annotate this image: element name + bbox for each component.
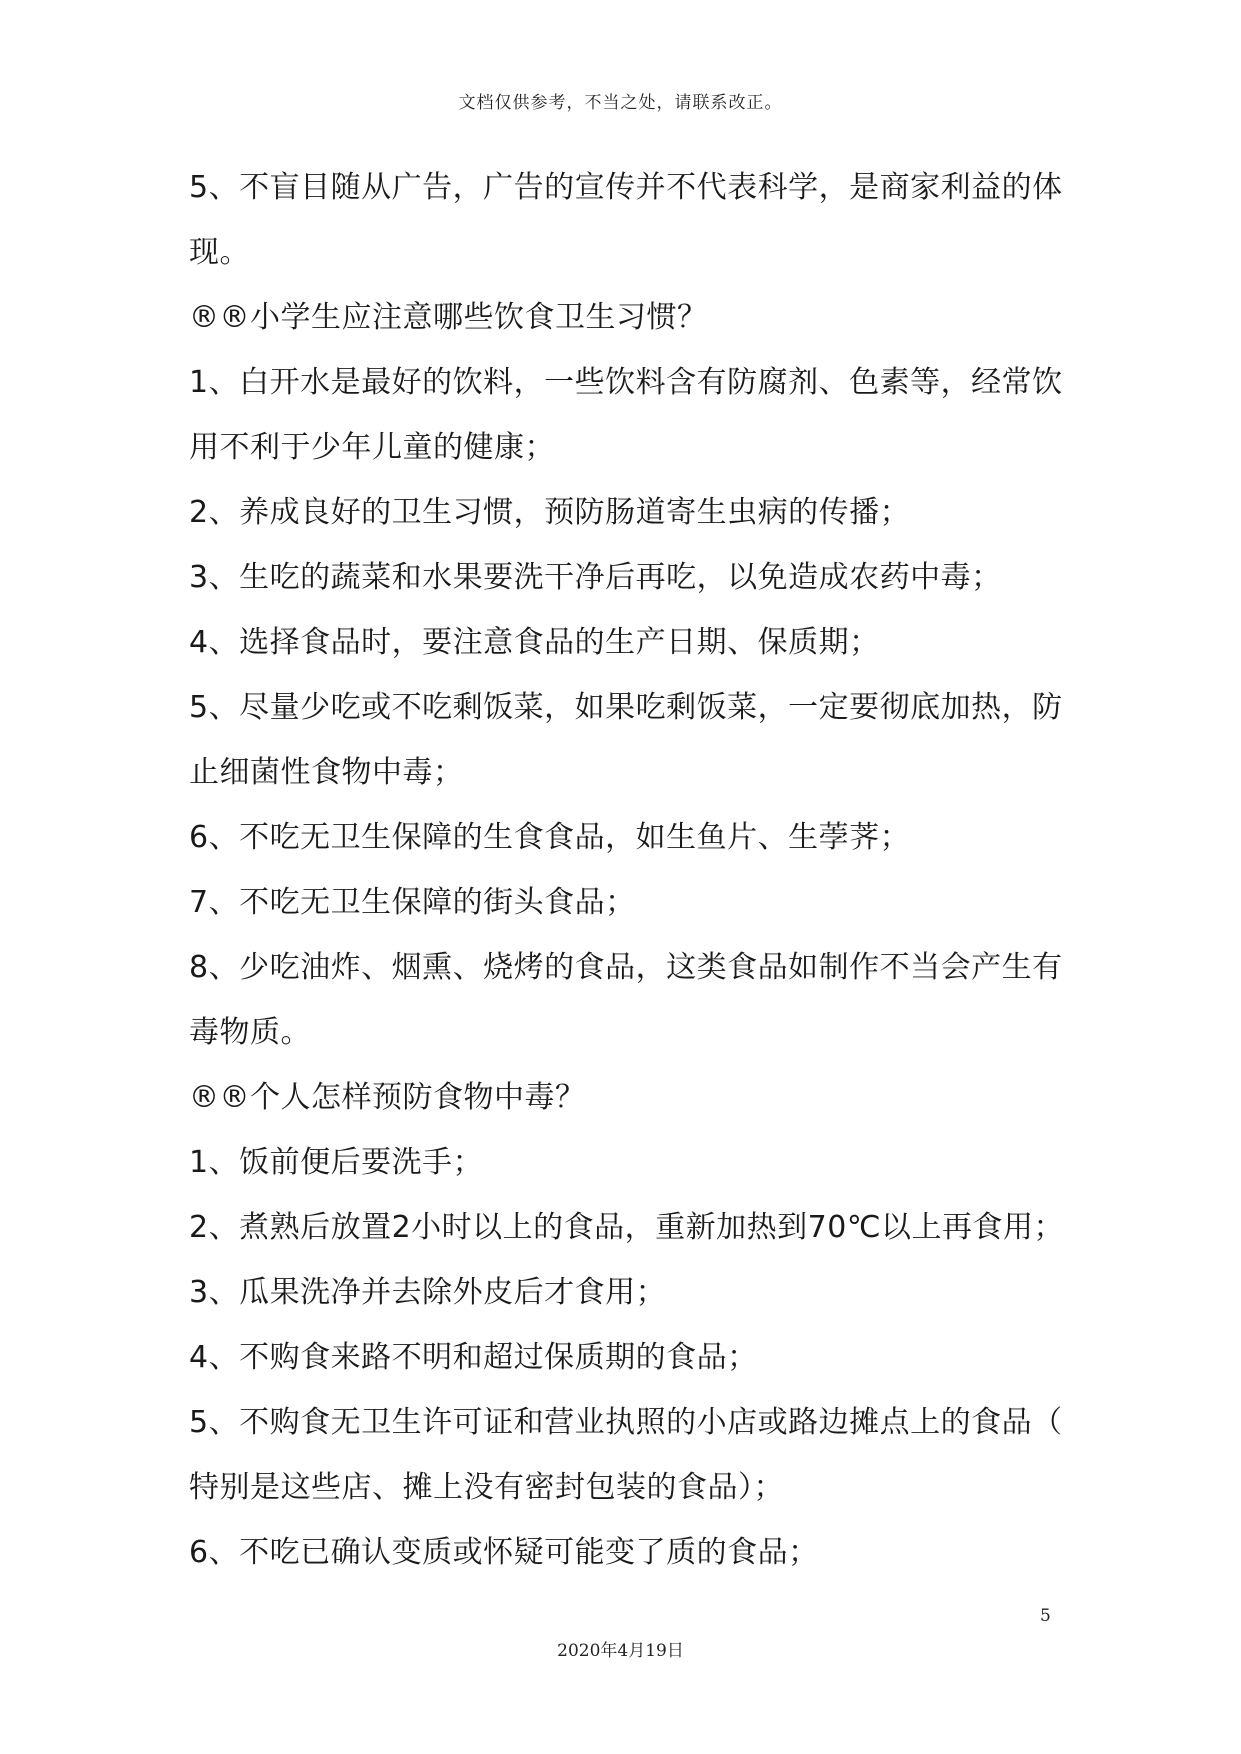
page-number: 5 [1040,1606,1051,1626]
text-line: 4、不购食来路不明和超过保质期的食品； [189,1340,758,1375]
text-line: 6、不吃无卫生保障的生食食品，如生鱼片、生荸荠； [189,820,911,855]
text-line: 现。 [189,235,250,270]
page-header-notice: 文档仅供参考，不当之处，请联系改正。 [458,93,783,113]
text-line: 3、瓜果洗净并去除外皮后才食用； [189,1275,667,1310]
text-line: 用不利于少年儿童的健康； [189,430,555,465]
text-line: 特别是这些店、摊上没有密封包装的食品）； [189,1470,784,1505]
text-line: 止细菌性食物中毒； [189,755,464,790]
text-line: 6、不吃已确认变质或怀疑可能变了质的食品； [189,1535,819,1570]
text-line: 5、尽量少吃或不吃剩饭菜，如果吃剩饭菜，一定要彻底加热，防 [189,690,1063,725]
text-line: 5、不购食无卫生许可证和营业执照的小店或路边摊点上的食品（ [189,1405,1063,1440]
text-line: 5、不盲目随从广告，广告的宣传并不代表科学，是商家利益的体 [189,170,1063,205]
document-body [189,155,1069,1585]
text-line: 2、煮熟后放置2小时以上的食品，重新加热到70℃以上再食用； [189,1210,1065,1245]
text-line: 8、少吃油炸、烟熏、烧烤的食品，这类食品如制作不当会产生有 [189,950,1063,985]
text-line: 3、生吃的蔬菜和水果要洗干净后再吃，以免造成农药中毒； [189,560,1002,595]
text-line: 4、选择食品时，要注意食品的生产日期、保质期； [189,625,880,660]
text-line: 1、饭前便后要洗手； [189,1145,484,1180]
text-line: 7、不吃无卫生保障的街头食品； [189,885,636,920]
text-line: 毒物质。 [189,1015,311,1050]
footer-date: 2020年4月19日 [557,1641,684,1661]
section-heading: ®®小学生应注意哪些饮食卫生习惯？ [189,300,708,335]
text-line: 1、白开水是最好的饮料，一些饮料含有防腐剂、色素等，经常饮 [189,365,1063,400]
text-line: 2、养成良好的卫生习惯，预防肠道寄生虫病的传播； [189,495,911,530]
section-heading: ®®个人怎样预防食物中毒？ [189,1080,586,1115]
